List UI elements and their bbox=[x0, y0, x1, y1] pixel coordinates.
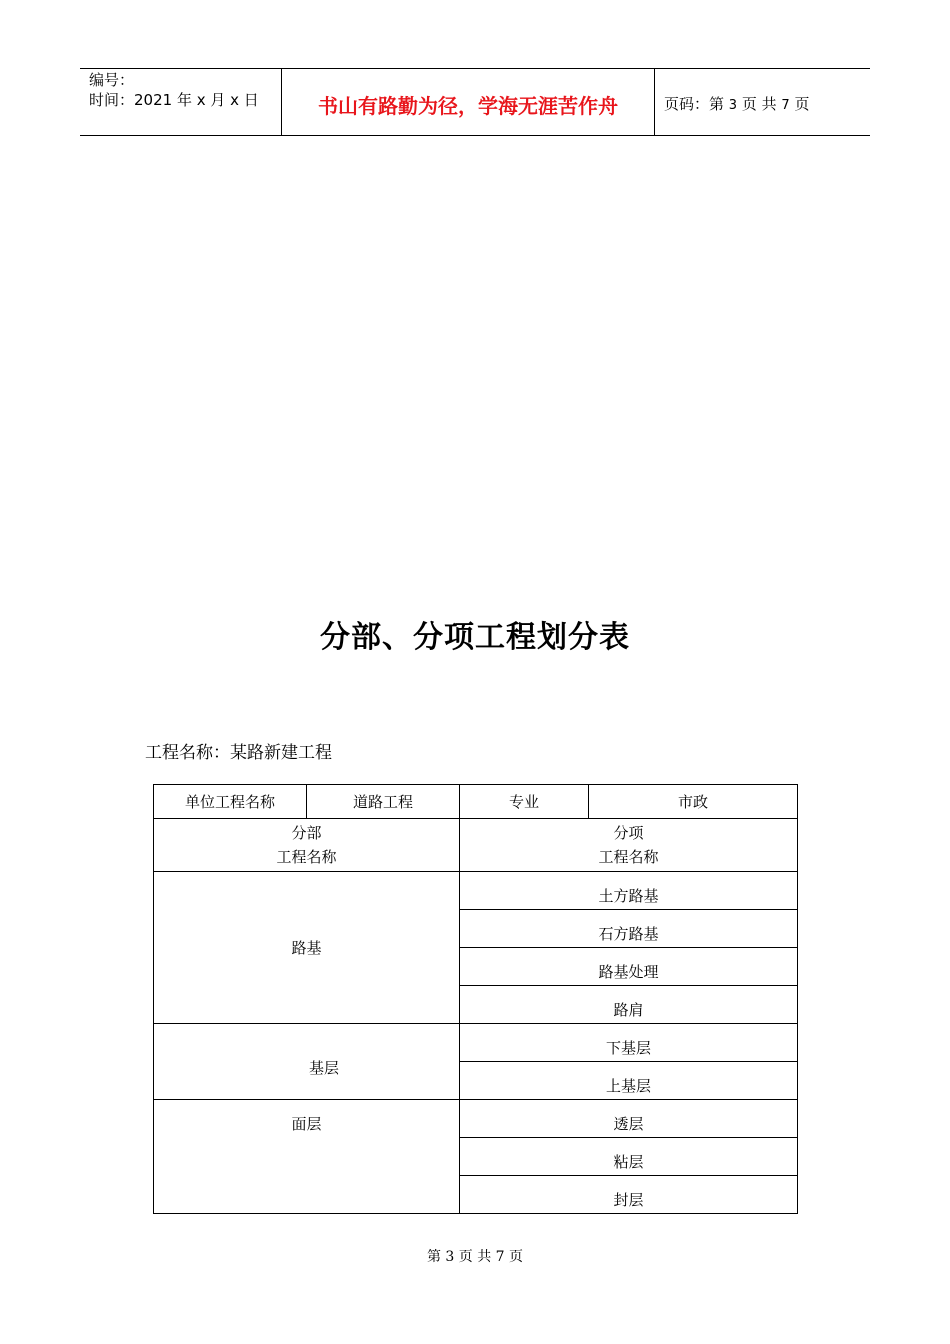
specialty-label-cell: 专业 bbox=[460, 785, 589, 819]
division-cell bbox=[154, 1024, 460, 1100]
division-label: 基层 bbox=[308, 1058, 339, 1077]
subitem-cell: 粘层 bbox=[460, 1138, 798, 1176]
subitem-cell: 封层 bbox=[460, 1176, 798, 1214]
division-cell: 路基 bbox=[154, 872, 460, 1024]
page-total: 7 bbox=[781, 98, 790, 113]
subitem-cell: 土方路基 bbox=[460, 872, 798, 910]
header-divider-right bbox=[654, 68, 655, 136]
page-current: 3 bbox=[728, 98, 738, 113]
subitem-header-cell bbox=[460, 819, 798, 872]
table-row bbox=[154, 1100, 798, 1138]
subitem-header-line1: 分项 bbox=[613, 824, 644, 842]
subitem-header-line2: 工程名称 bbox=[598, 848, 659, 866]
division-label: 面层 bbox=[291, 1115, 322, 1133]
table-row bbox=[154, 785, 798, 819]
subitem-cell: 下基层 bbox=[460, 1024, 798, 1062]
header-page-info bbox=[664, 93, 810, 114]
document-date: 时间：2021 年 x 月 x 日 bbox=[89, 91, 259, 109]
unit-value-cell: 道路工程 bbox=[307, 785, 460, 819]
project-name: 工程名称：某路新建工程 bbox=[145, 743, 332, 763]
page-suffix: 页 bbox=[794, 95, 810, 113]
specialty-value-cell: 市政 bbox=[589, 785, 798, 819]
page-footer: 第 3 页 共 7 页 bbox=[426, 1249, 524, 1265]
division-header-cell bbox=[154, 819, 460, 872]
subitem-cell: 上基层 bbox=[460, 1062, 798, 1100]
header-bottom-rule bbox=[80, 135, 870, 136]
subitem-cell: 透层 bbox=[460, 1100, 798, 1138]
header-top-rule bbox=[80, 68, 870, 69]
table-row bbox=[154, 1024, 798, 1062]
header-meta bbox=[89, 70, 259, 110]
page-mid: 页 共 bbox=[741, 95, 777, 113]
subitem-cell: 路基处理 bbox=[460, 948, 798, 986]
division-cell bbox=[154, 1100, 460, 1214]
page-title: 分部、分项工程划分表 bbox=[320, 620, 630, 655]
header-motto: 书山有路勤为径，学海无涯苦作舟 bbox=[318, 94, 618, 118]
table-header-row bbox=[154, 819, 798, 872]
subitem-cell: 石方路基 bbox=[460, 910, 798, 948]
subitem-cell: 路肩 bbox=[460, 986, 798, 1024]
division-table bbox=[153, 784, 798, 1214]
table-row bbox=[154, 872, 798, 910]
division-header-line1: 分部 bbox=[291, 824, 322, 842]
page-prefix: 页码：第 bbox=[664, 95, 725, 113]
division-header-line2: 工程名称 bbox=[276, 848, 337, 866]
unit-label-cell: 单位工程名称 bbox=[154, 785, 307, 819]
document-number-label: 编号： bbox=[89, 71, 135, 89]
